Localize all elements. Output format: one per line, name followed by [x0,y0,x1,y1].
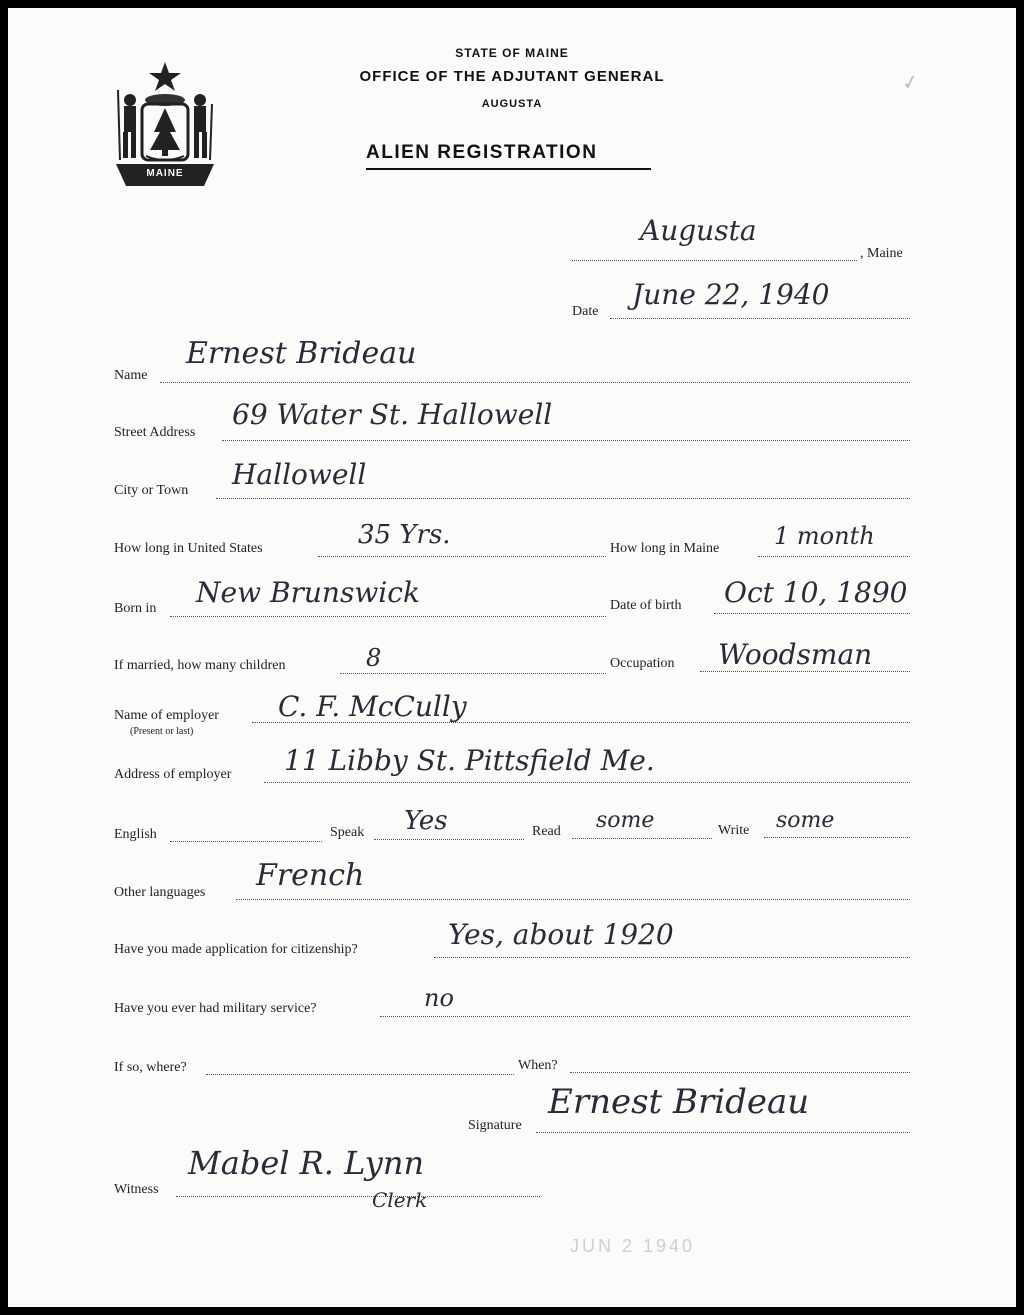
how-long-maine-line [758,556,910,557]
signature-label: Signature [468,1118,522,1133]
speak-label: Speak [330,825,365,840]
street-label: Street Address [114,425,196,440]
city-label: City or Town [114,483,189,498]
name-line [160,382,910,383]
where-line [206,1074,514,1075]
read-value: some [596,808,655,833]
signature-value: Ernest Brideau [548,1082,810,1122]
write-label: Write [718,823,750,838]
read-line [572,838,712,839]
dob-line [714,613,910,614]
signature-line [536,1132,910,1133]
header-office: OFFICE OF THE ADJUTANT GENERAL [359,68,665,85]
when-label: When? [518,1058,558,1073]
city-value: Hallowell [232,458,367,491]
city-line [216,498,910,499]
street-line [222,440,910,441]
date-value: June 22, 1940 [632,278,830,311]
witness-value: Mabel R. Lynn [188,1144,425,1182]
employer-value: C. F. McCully [278,690,467,723]
write-value: some [776,808,835,833]
date-label: Date [572,304,599,319]
occupation-value: Woodsman [718,638,873,671]
other-languages-line [236,899,910,900]
how-long-maine-label: How long in Maine [610,541,720,556]
born-in-value: New Brunswick [196,576,420,609]
witness-label: Witness [114,1182,159,1197]
witness-line [176,1196,540,1197]
town-value: Augusta [640,214,757,247]
street-value: 69 Water St. Hallowell [232,398,553,431]
english-label: English [114,827,157,842]
employer-label: Name of employer [114,708,219,723]
dob-value: Oct 10, 1890 [724,576,908,609]
received-stamp: JUN 2 1940 [570,1236,696,1256]
title-underline [366,168,651,170]
employer-address-line [264,782,910,783]
children-label: If married, how many children [114,658,286,673]
military-value: no [424,984,454,1012]
employer-note: (Present or last) [130,726,194,737]
how-long-us-label: How long in United States [114,541,263,556]
occupation-label: Occupation [610,656,675,671]
children-value: 8 [366,644,382,672]
check-mark: ✓ [900,70,921,96]
name-value: Ernest Brideau [186,336,417,371]
read-label: Read [532,824,561,839]
when-line [570,1072,910,1073]
other-languages-label: Other languages [114,885,206,900]
other-languages-value: French [256,858,365,893]
write-line [764,837,910,838]
form-title: ALIEN REGISTRATION [366,142,598,163]
seal-banner-text: MAINE [146,168,184,179]
military-label: Have you ever had military service? [114,1001,317,1016]
header-city: AUGUSTA [481,98,543,110]
where-label: If so, where? [114,1060,187,1075]
employer-address-label: Address of employer [114,767,232,782]
how-long-maine-value: 1 month [774,522,875,550]
date-line [610,318,910,319]
children-line [340,673,606,674]
born-in-label: Born in [114,601,157,616]
how-long-us-value: 35 Yrs. [358,520,451,550]
employer-address-value: 11 Libby St. Pittsfield Me. [284,744,655,777]
english-line [170,841,322,842]
header-state: STATE OF MAINE [455,46,569,60]
speak-value: Yes [404,806,448,836]
name-label: Name [114,368,148,383]
born-in-line [170,616,606,617]
military-line [380,1016,910,1017]
dob-label: Date of birth [610,598,682,613]
witness-title: Clerk [372,1188,428,1212]
occupation-line [700,671,910,672]
town-line [572,260,857,261]
citizenship-label: Have you made application for citizenship? [114,942,358,957]
how-long-us-line [318,556,606,557]
citizenship-value: Yes, about 1920 [448,918,674,951]
citizenship-line [434,957,910,958]
speak-line [374,839,524,840]
maine-label: , Maine [860,246,903,261]
